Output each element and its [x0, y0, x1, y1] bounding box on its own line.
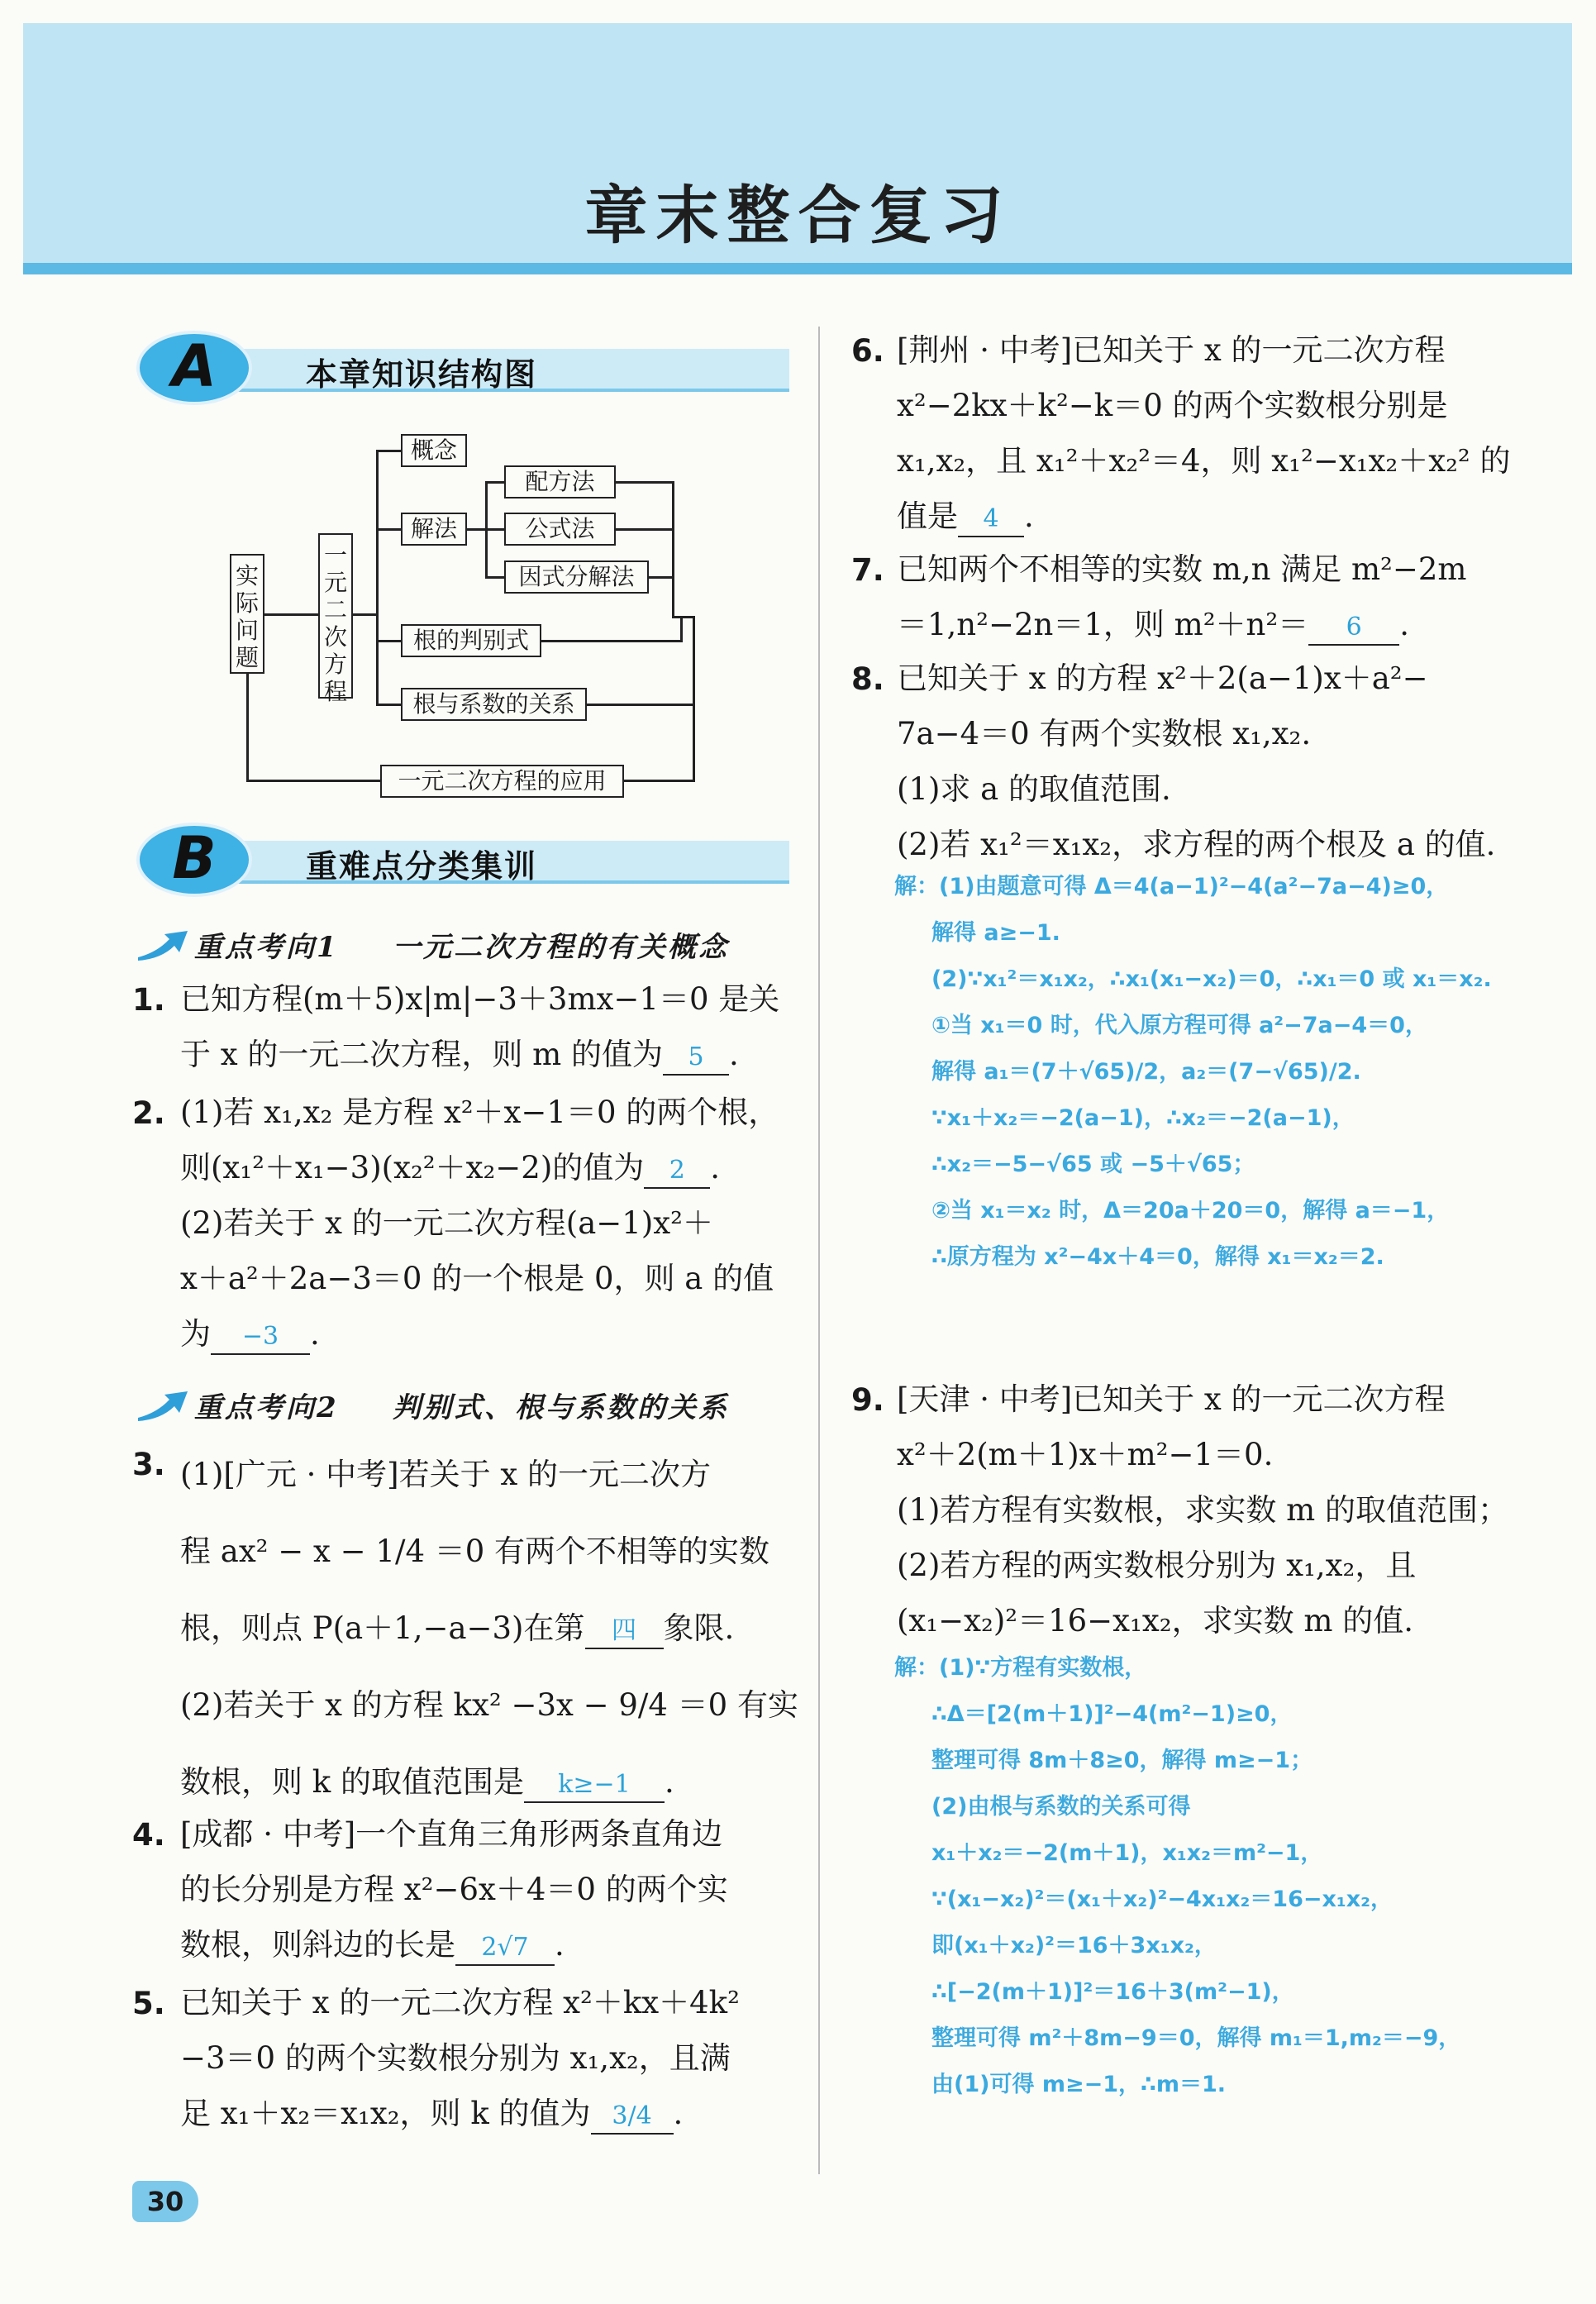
q8-number: 8. — [851, 661, 884, 697]
q5-line1: 已知关于 x 的一元二次方程 x²＋kx＋4k² — [180, 1985, 740, 2020]
question-2 — [180, 1085, 800, 1362]
node-concept: 概念 — [401, 434, 467, 467]
question-3 — [180, 1436, 800, 1820]
q5-answer: 3/4 — [591, 2100, 674, 2135]
question-4 — [180, 1806, 800, 1972]
question-1 — [180, 971, 800, 1082]
q8-line3: (1)求 a 的取值范围. — [897, 771, 1171, 807]
q6-number: 6. — [851, 333, 884, 369]
q1-line1: 已知方程(m＋5)x|m|−3＋3mx−1＝0 是关 — [180, 981, 780, 1017]
focus-1-label: 重点考向1 — [194, 931, 339, 964]
q2-answer-2: −3 — [211, 1320, 310, 1355]
q2-answer-1: 2 — [644, 1154, 710, 1189]
q2-line1: (1)若 x₁,x₂ 是方程 x²＋x−1＝0 的两个根， — [180, 1095, 779, 1130]
q8-line1: 已知关于 x 的方程 x²＋2(a−1)x＋a²− — [897, 661, 1428, 696]
q2-line3: (2)若关于 x 的一元二次方程(a−1)x²＋ — [180, 1205, 713, 1241]
q5-line2: −3＝0 的两个实数根分别为 x₁,x₂，且满 — [180, 2040, 731, 2076]
q3-line4: (2)若关于 x 的方程 kx² −3x − 9/4 ＝0 有实 — [180, 1687, 798, 1723]
solution-9-line: ∴Δ＝[2(m＋1)]²−4(m²−1)≥0， — [931, 1701, 1293, 1727]
solution-9-line: 即(x₁＋x₂)²＝16＋3x₁x₂， — [931, 1933, 1217, 1958]
focus-1-title: 一元二次方程的有关概念 — [393, 931, 729, 964]
arrow-icon — [136, 928, 194, 962]
q6-line3: x₁,x₂，且 x₁²＋x₂²＝4，则 x₁²−x₁x₂＋x₂² 的 — [897, 443, 1511, 479]
solution-9-line: (2)由根与系数的关系可得 — [931, 1794, 1191, 1820]
q1-line2: 于 x 的一元二次方程，则 m 的值为 5 . — [180, 1027, 800, 1082]
column-divider — [818, 327, 820, 2174]
q4-answer: 2√7 — [455, 1931, 555, 1966]
q7-answer: 6 — [1308, 611, 1399, 646]
solution-8-line: 解得 a₁＝(7＋√65)/2，a₂＝(7−√65)/2. — [931, 1059, 1361, 1085]
question-6 — [897, 322, 1558, 544]
q4-line3: 数根，则斜边的长是 2√7 . — [180, 1917, 800, 1972]
q9-line2: x²＋2(m＋1)x＋m²−1＝0. — [897, 1437, 1274, 1472]
q5-number: 5. — [132, 1986, 165, 2021]
node-equation: 一元二次方程 — [318, 533, 353, 699]
q5-line3: 足 x₁＋x₂＝x₁x₂，则 k 的值为 3/4 . — [180, 2086, 800, 2141]
solution-8-line: (2)∵x₁²＝x₁x₂，∴x₁(x₁−x₂)＝0，∴x₁＝0 或 x₁＝x₂. — [931, 966, 1492, 992]
focus-heading-1 — [136, 924, 798, 966]
solution-8-line: ∴x₂＝−5−√65 或 −5＋√65； — [931, 1152, 1255, 1177]
q2-line2: 则(x₁²＋x₁−3)(x₂²＋x₂−2)的值为 2 . — [180, 1140, 800, 1195]
node-practical: 实际问题 — [230, 554, 264, 674]
section-b-title: 重难点分类集训 — [306, 848, 538, 885]
q3-number: 3. — [132, 1447, 165, 1482]
question-9 — [897, 1371, 1558, 1648]
q4-line1: [成都 · 中考]一个直角三角形两条直角边 — [180, 1816, 723, 1852]
node-application: 一元二次方程的应用 — [380, 765, 624, 798]
solution-8-line: 解得 a≥−1. — [931, 920, 1060, 946]
solution-8-line: ∴原方程为 x²−4x＋4＝0，解得 x₁＝x₂＝2. — [931, 1244, 1384, 1270]
solution-9-line: 解：(1)∵方程有实数根， — [894, 1655, 1147, 1681]
q9-line5: (x₁−x₂)²＝16−x₁x₂，求实数 m 的值. — [897, 1603, 1413, 1639]
solution-8-line: ∵x₁＋x₂＝−2(a−1)，∴x₂＝−2(a−1)， — [931, 1105, 1355, 1131]
question-7 — [897, 541, 1558, 652]
solution-9 — [894, 1645, 1572, 2108]
section-a-header — [136, 331, 789, 405]
question-8 — [897, 651, 1558, 872]
node-method1: 配方法 — [504, 465, 616, 498]
section-b-letter: B — [172, 824, 217, 892]
q2-line5: 为 −3 . — [180, 1306, 800, 1362]
section-a-letter: A — [171, 332, 217, 400]
q8-line2: 7a−4＝0 有两个实数根 x₁,x₂. — [897, 716, 1312, 751]
arrow-icon — [136, 1388, 194, 1423]
solution-9-line: 整理可得 8m＋8≥0，解得 m≥−1； — [931, 1748, 1313, 1773]
page-number: 30 — [132, 2181, 198, 2222]
solution-8 — [894, 864, 1572, 1281]
q3-line3: 根，则点 P(a＋1,−a−3)在第 四 象限. — [180, 1590, 800, 1667]
solution-9-line: 整理可得 m²＋8m−9＝0，解得 m₁＝1,m₂＝−9， — [931, 2025, 1461, 2051]
q1-number: 1. — [132, 982, 165, 1018]
q3-line5: 数根，则 k 的取值范围是 k≥−1 . — [180, 1744, 800, 1820]
focus-2-title: 判别式、根与系数的关系 — [393, 1391, 729, 1424]
q4-number: 4. — [132, 1817, 165, 1853]
q9-line4: (2)若方程的两实数根分别为 x₁,x₂，且 — [897, 1548, 1417, 1583]
q3-answer-1: 四 — [585, 1615, 664, 1649]
header-divider — [23, 263, 1572, 274]
q9-line1: [天津 · 中考]已知关于 x 的一元二次方程 — [897, 1381, 1446, 1417]
node-methods: 解法 — [401, 513, 467, 546]
q3-line2: 程 ax² − x − 1/4 ＝0 有两个不相等的实数 — [180, 1534, 770, 1569]
q3-answer-2: k≥−1 — [524, 1768, 665, 1803]
solution-9-line: 由(1)可得 m≥−1，∴m＝1. — [931, 2072, 1226, 2097]
q2-line4: x＋a²＋2a−3＝0 的一个根是 0，则 a 的值 — [180, 1261, 774, 1296]
q6-line1: [荆州 · 中考]已知关于 x 的一元二次方程 — [897, 332, 1446, 368]
q3-line1: (1)[广元 · 中考]若关于 x 的一元二次方 — [180, 1457, 711, 1492]
q9-number: 9. — [851, 1382, 884, 1418]
node-method2: 公式法 — [504, 513, 616, 546]
q6-answer: 4 — [958, 503, 1024, 537]
q6-line2: x²−2kx＋k²−k＝0 的两个实数根分别是 — [897, 388, 1448, 423]
solution-9-line: ∴[−2(m＋1)]²＝16＋3(m²−1)， — [931, 1979, 1294, 2005]
solution-8-line: ②当 x₁＝x₂ 时，Δ＝20a＋20＝0，解得 a＝−1， — [931, 1198, 1450, 1224]
q2-number: 2. — [132, 1095, 165, 1131]
question-5 — [180, 1975, 800, 2141]
q7-line2: ＝1,n²−2n＝1，则 m²＋n²＝ 6 . — [897, 597, 1558, 652]
q6-line4: 值是 4 . — [897, 489, 1558, 544]
q8-line4: (2)若 x₁²＝x₁x₂，求方程的两个根及 a 的值. — [897, 827, 1496, 862]
solution-8-line: 解：(1)由题意可得 Δ＝4(a−1)²−4(a²−7a−4)≥0， — [894, 874, 1449, 899]
solution-8-line: ①当 x₁＝0 时，代入原方程可得 a²−7a−4＝0， — [931, 1013, 1427, 1038]
node-method3: 因式分解法 — [504, 560, 649, 594]
focus-2-label: 重点考向2 — [194, 1391, 339, 1424]
solution-9-line: x₁＋x₂＝−2(m＋1)，x₁x₂＝m²−1， — [931, 1840, 1323, 1866]
node-vieta: 根与系数的关系 — [401, 688, 587, 721]
q9-line3: (1)若方程有实数根，求实数 m 的取值范围； — [897, 1492, 1509, 1528]
section-a-title: 本章知识结构图 — [306, 356, 538, 393]
q7-line1: 已知两个不相等的实数 m,n 满足 m²−2m — [897, 551, 1467, 587]
page-title: 章末整合复习 — [584, 179, 1012, 252]
focus-heading-2 — [136, 1385, 798, 1426]
node-discriminant: 根的判别式 — [401, 624, 541, 657]
section-b-header — [136, 823, 789, 897]
q7-number: 7. — [851, 552, 884, 588]
q4-line2: 的长分别是方程 x²−6x＋4＝0 的两个实 — [180, 1872, 728, 1907]
q1-answer: 5 — [663, 1041, 729, 1076]
solution-9-line: ∵(x₁−x₂)²＝(x₁＋x₂)²−4x₁x₂＝16−x₁x₂， — [931, 1887, 1393, 1912]
